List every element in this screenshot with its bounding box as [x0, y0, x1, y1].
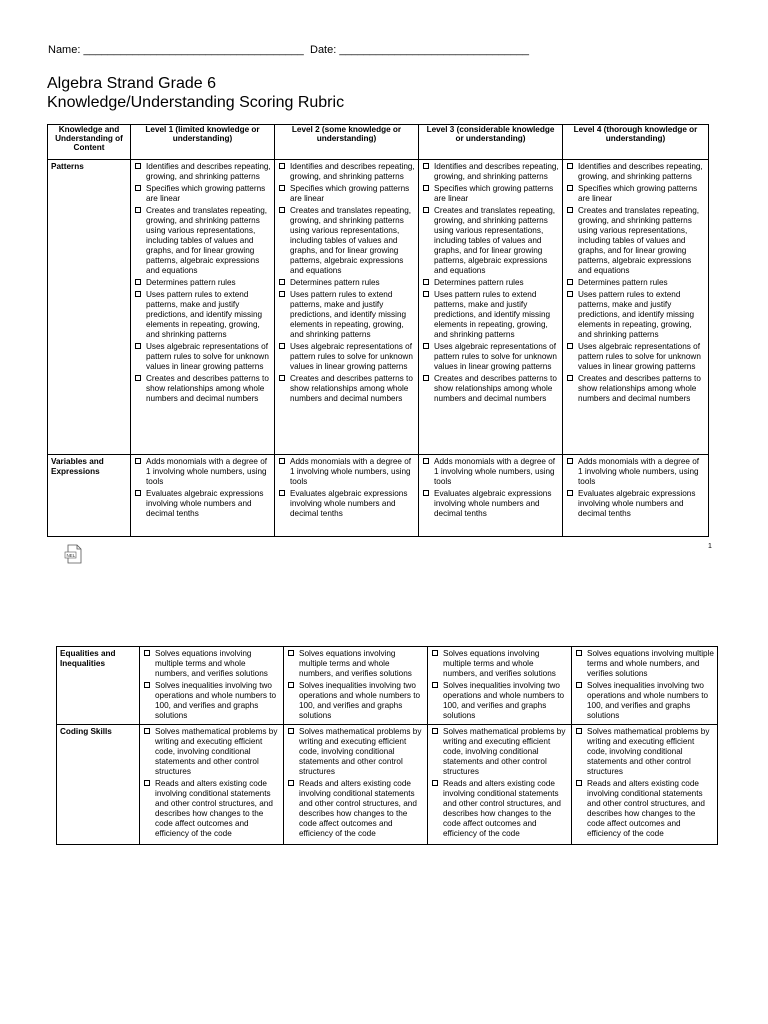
equalities-level-3-cell: [428, 647, 572, 725]
rubric-table-part-2: [56, 646, 718, 845]
criterion-text: Creates and describes patterns to show relationships among whole numbers and decimal numbers: [146, 374, 269, 403]
criterion-item: [566, 278, 705, 288]
checkbox-icon[interactable]: [279, 279, 285, 285]
criterion-text: Uses pattern rules to extend patterns, make and justify predictions, and identify missing elements in repeating, growing, and shrinking patterns: [290, 290, 407, 339]
criterion-item: [422, 342, 559, 372]
checkbox-icon[interactable]: [279, 291, 285, 297]
criterion-text: Creates and describes patterns to show relationships among whole numbers and decimal numbers: [578, 374, 701, 403]
criterion-item: [287, 779, 424, 839]
criterion-text: Creates and translates repeating, growing, and shrinking patterns using various representations, including tables of values and graphs, and for linear growing patterns, algebraic expressions and equations: [146, 206, 268, 275]
checkbox-icon[interactable]: [288, 650, 294, 656]
criterion-text: Reads and alters existing code involving conditional statements and other control structures, and describes how changes to the code affect outcomes and efficiency of the code: [587, 779, 705, 838]
checkbox-icon[interactable]: [423, 375, 429, 381]
criterion-item: [575, 681, 714, 721]
page-title: [47, 74, 344, 112]
criterion-item: [134, 290, 271, 340]
criterion-item: [422, 290, 559, 340]
criterion-text: Solves mathematical problems by writing and executing efficient code, involving conditional statements and other control structures: [299, 727, 422, 776]
criterion-text: Identifies and describes repeating, growing, and shrinking patterns: [578, 162, 703, 181]
criterion-item: [566, 206, 705, 276]
header-knowledge: Knowledge and Understanding of Content: [48, 125, 131, 160]
criterion-text: Uses algebraic representations of pattern rules to solve for unknown values in linear growing patterns: [290, 342, 413, 371]
criterion-item: [278, 162, 415, 182]
criterion-item: [278, 342, 415, 372]
checkbox-icon[interactable]: [567, 458, 573, 464]
criterion-text: Uses algebraic representations of pattern rules to solve for unknown values in linear growing patterns: [434, 342, 557, 371]
criterion-item: [134, 278, 271, 288]
criterion-text: Creates and describes patterns to show relationships among whole numbers and decimal numbers: [434, 374, 557, 403]
criterion-item: [287, 727, 424, 777]
criterion-item: [431, 681, 568, 721]
criterion-text: Uses pattern rules to extend patterns, make and justify predictions, and identify missing elements in repeating, growing, and shrinking patterns: [434, 290, 551, 339]
criterion-text: Adds monomials with a degree of 1 involving whole numbers, using tools: [434, 457, 556, 486]
equalities-level-1-cell: [140, 647, 284, 725]
criterion-text: Creates and translates repeating, growing, and shrinking patterns using various representations, including tables of values and graphs, and for linear growing patterns, algebraic expressions and equations: [578, 206, 700, 275]
criterion-text: Solves equations involving multiple terms and whole numbers, and verifies solutions: [443, 649, 556, 678]
criterion-text: Reads and alters existing code involving conditional statements and other control structures, and describes how changes to the code affect outcomes and efficiency of the code: [299, 779, 417, 838]
checkbox-icon[interactable]: [135, 490, 141, 496]
criterion-item: [134, 162, 271, 182]
rubric-table-part-1: [47, 124, 709, 537]
header-level-1: Level 1 (limited knowledge or understanding): [131, 125, 275, 160]
criterion-text: Specifies which growing patterns are linear: [578, 184, 698, 203]
svg-text:NEL: NEL: [66, 552, 76, 558]
criterion-text: Solves inequalities involving two operations and whole numbers to 100, and verifies and graphs solutions: [155, 681, 277, 720]
criterion-item: [566, 162, 705, 182]
variables-level-4-cell: [563, 455, 709, 537]
checkbox-icon[interactable]: [423, 343, 429, 349]
checkbox-icon[interactable]: [423, 490, 429, 496]
checkbox-icon[interactable]: [144, 728, 150, 734]
checkbox-icon[interactable]: [423, 291, 429, 297]
checkbox-icon[interactable]: [576, 682, 582, 688]
criterion-text: Identifies and describes repeating, growing, and shrinking patterns: [434, 162, 559, 181]
criterion-item: [431, 727, 568, 777]
row-patterns: [48, 160, 709, 455]
criterion-text: Specifies which growing patterns are linear: [290, 184, 410, 203]
checkbox-icon[interactable]: [144, 780, 150, 786]
checkbox-icon[interactable]: [423, 163, 429, 169]
criterion-item: [422, 278, 559, 288]
criterion-text: Determines pattern rules: [578, 278, 668, 287]
checkbox-icon[interactable]: [576, 780, 582, 786]
name-field[interactable]: Name: ____________________________________: [48, 44, 304, 56]
checkbox-icon[interactable]: [432, 682, 438, 688]
variables-level-2-cell: [275, 455, 419, 537]
criterion-text: Solves mathematical problems by writing and executing efficient code, involving conditional statements and other control structures: [587, 727, 710, 776]
checkbox-icon[interactable]: [432, 728, 438, 734]
criterion-item: [143, 779, 280, 839]
checkbox-icon[interactable]: [279, 163, 285, 169]
criterion-item: [575, 649, 714, 679]
criterion-text: Identifies and describes repeating, growing, and shrinking patterns: [290, 162, 415, 181]
criterion-text: Solves mathematical problems by writing and executing efficient code, involving conditional statements and other control structures: [443, 727, 566, 776]
checkbox-icon[interactable]: [567, 279, 573, 285]
category-coding: Coding Skills: [57, 725, 140, 845]
criterion-item: [134, 184, 271, 204]
criterion-item: [566, 489, 705, 519]
checkbox-icon[interactable]: [144, 682, 150, 688]
checkbox-icon[interactable]: [279, 375, 285, 381]
criterion-item: [134, 206, 271, 276]
row-coding-skills: [57, 725, 718, 845]
checkbox-icon[interactable]: [567, 291, 573, 297]
checkbox-icon[interactable]: [567, 185, 573, 191]
header-level-4: Level 4 (thorough knowledge or understanding): [563, 125, 709, 160]
criterion-text: Reads and alters existing code involving conditional statements and other control structures, and describes how changes to the code affect outcomes and efficiency of the code: [443, 779, 561, 838]
patterns-level-2-cell: [275, 160, 419, 455]
patterns-level-1-cell: [131, 160, 275, 455]
criterion-item: [278, 184, 415, 204]
checkbox-icon[interactable]: [144, 650, 150, 656]
checkbox-icon[interactable]: [423, 279, 429, 285]
criterion-item: [566, 457, 705, 487]
title-line-1: Algebra Strand Grade 6: [47, 75, 216, 92]
category-variables: Variables and Expressions: [48, 455, 131, 537]
coding-level-4-cell: [572, 725, 718, 845]
criterion-text: Solves equations involving multiple terms and whole numbers, and verifies solutions: [587, 649, 714, 678]
checkbox-icon[interactable]: [567, 490, 573, 496]
criterion-item: [422, 184, 559, 204]
nel-document-icon: [62, 544, 84, 564]
criterion-item: [278, 489, 415, 519]
criterion-text: Uses pattern rules to extend patterns, make and justify predictions, and identify missing elements in repeating, growing, and shrinking patterns: [578, 290, 695, 339]
checkbox-icon[interactable]: [135, 185, 141, 191]
criterion-item: [431, 649, 568, 679]
criterion-text: Identifies and describes repeating, growing, and shrinking patterns: [146, 162, 271, 181]
criterion-item: [422, 489, 559, 519]
criterion-item: [575, 779, 714, 839]
criterion-item: [278, 278, 415, 288]
criterion-text: Determines pattern rules: [146, 278, 236, 287]
checkbox-icon[interactable]: [567, 343, 573, 349]
checkbox-icon[interactable]: [423, 185, 429, 191]
checkbox-icon[interactable]: [567, 163, 573, 169]
checkbox-icon[interactable]: [288, 780, 294, 786]
equalities-level-2-cell: [284, 647, 428, 725]
criterion-text: Solves inequalities involving two operations and whole numbers to 100, and verifies and graphs solutions: [299, 681, 421, 720]
criterion-item: [566, 374, 705, 404]
checkbox-icon[interactable]: [135, 163, 141, 169]
checkbox-icon[interactable]: [135, 375, 141, 381]
checkbox-icon[interactable]: [135, 207, 141, 213]
title-line-2: Knowledge/Understanding Scoring Rubric: [47, 94, 345, 111]
criterion-item: [143, 727, 280, 777]
criterion-text: Uses algebraic representations of pattern rules to solve for unknown values in linear growing patterns: [146, 342, 269, 371]
criterion-text: Specifies which growing patterns are linear: [146, 184, 266, 203]
checkbox-icon[interactable]: [288, 728, 294, 734]
criterion-text: Solves mathematical problems by writing and executing efficient code, involving conditional statements and other control structures: [155, 727, 278, 776]
criterion-item: [575, 727, 714, 777]
criterion-text: Determines pattern rules: [290, 278, 380, 287]
criterion-text: Adds monomials with a degree of 1 involving whole numbers, using tools: [290, 457, 412, 486]
checkbox-icon[interactable]: [135, 458, 141, 464]
criterion-item: [278, 290, 415, 340]
criterion-item: [566, 184, 705, 204]
criterion-text: Solves equations involving multiple terms and whole numbers, and verifies solutions: [299, 649, 412, 678]
criterion-item: [422, 162, 559, 182]
checkbox-icon[interactable]: [279, 207, 285, 213]
criterion-text: Adds monomials with a degree of 1 involving whole numbers, using tools: [578, 457, 700, 486]
criterion-item: [134, 374, 271, 404]
checkbox-icon[interactable]: [288, 682, 294, 688]
checkbox-icon[interactable]: [423, 458, 429, 464]
criterion-item: [566, 290, 705, 340]
criterion-item: [287, 649, 424, 679]
name-date-line: [48, 44, 529, 56]
checkbox-icon[interactable]: [432, 650, 438, 656]
variables-level-3-cell: [419, 455, 563, 537]
checkbox-icon[interactable]: [279, 490, 285, 496]
criterion-text: Evaluates algebraic expressions involving whole numbers and decimal tenths: [146, 489, 264, 518]
criterion-text: Solves inequalities involving two operations and whole numbers to 100, and verifies and graphs solutions: [443, 681, 565, 720]
criterion-item: [566, 342, 705, 372]
criterion-text: Evaluates algebraic expressions involving whole numbers and decimal tenths: [434, 489, 552, 518]
checkbox-icon[interactable]: [432, 780, 438, 786]
page-number: 1: [708, 543, 712, 550]
patterns-level-3-cell: [419, 160, 563, 455]
criterion-text: Creates and translates repeating, growing, and shrinking patterns using various representations, including tables of values and graphs, and for linear growing patterns, algebraic expressions and equations: [434, 206, 556, 275]
criterion-text: Determines pattern rules: [434, 278, 524, 287]
criterion-text: Uses pattern rules to extend patterns, make and justify predictions, and identify missing elements in repeating, growing, and shrinking patterns: [146, 290, 263, 339]
coding-level-1-cell: [140, 725, 284, 845]
criterion-item: [431, 779, 568, 839]
coding-level-3-cell: [428, 725, 572, 845]
patterns-level-4-cell: [563, 160, 709, 455]
criterion-item: [278, 457, 415, 487]
criterion-item: [422, 206, 559, 276]
criterion-text: Adds monomials with a degree of 1 involving whole numbers, using tools: [146, 457, 268, 486]
checkbox-icon[interactable]: [279, 458, 285, 464]
checkbox-icon[interactable]: [567, 375, 573, 381]
criterion-text: Specifies which growing patterns are linear: [434, 184, 554, 203]
criterion-text: Evaluates algebraic expressions involving whole numbers and decimal tenths: [290, 489, 408, 518]
equalities-level-4-cell: [572, 647, 718, 725]
checkbox-icon[interactable]: [135, 343, 141, 349]
criterion-text: Reads and alters existing code involving conditional statements and other control structures, and describes how changes to the code affect outcomes and efficiency of the code: [155, 779, 273, 838]
category-patterns: Patterns: [48, 160, 131, 455]
criterion-text: Creates and describes patterns to show relationships among whole numbers and decimal numbers: [290, 374, 413, 403]
header-level-2: Level 2 (some knowledge or understanding): [275, 125, 419, 160]
checkbox-icon[interactable]: [567, 207, 573, 213]
checkbox-icon[interactable]: [423, 207, 429, 213]
criterion-item: [134, 489, 271, 519]
criterion-text: Solves equations involving multiple terms and whole numbers, and verifies solutions: [155, 649, 268, 678]
coding-level-2-cell: [284, 725, 428, 845]
checkbox-icon[interactable]: [279, 343, 285, 349]
row-variables-expressions: [48, 455, 709, 537]
checkbox-icon[interactable]: [576, 650, 582, 656]
criterion-text: Uses algebraic representations of pattern rules to solve for unknown values in linear growing patterns: [578, 342, 701, 371]
criterion-item: [143, 681, 280, 721]
criterion-item: [422, 374, 559, 404]
criterion-item: [134, 342, 271, 372]
date-field[interactable]: Date: _______________________________: [310, 44, 529, 56]
criterion-text: Creates and translates repeating, growing, and shrinking patterns using various representations, including tables of values and graphs, and for linear growing patterns, algebraic expressions and equations: [290, 206, 412, 275]
variables-level-1-cell: [131, 455, 275, 537]
header-level-3: Level 3 (considerable knowledge or understanding): [419, 125, 563, 160]
criterion-text: Solves inequalities involving two operations and whole numbers to 100, and verifies and graphs solutions: [587, 681, 709, 720]
checkbox-icon[interactable]: [135, 291, 141, 297]
criterion-item: [278, 374, 415, 404]
row-equalities-inequalities: [57, 647, 718, 725]
checkbox-icon[interactable]: [279, 185, 285, 191]
criterion-text: Evaluates algebraic expressions involving whole numbers and decimal tenths: [578, 489, 696, 518]
criterion-item: [278, 206, 415, 276]
criterion-item: [143, 649, 280, 679]
criterion-item: [287, 681, 424, 721]
checkbox-icon[interactable]: [576, 728, 582, 734]
criterion-item: [134, 457, 271, 487]
category-equalities: Equalities and Inequalities: [57, 647, 140, 725]
criterion-item: [422, 457, 559, 487]
checkbox-icon[interactable]: [135, 279, 141, 285]
